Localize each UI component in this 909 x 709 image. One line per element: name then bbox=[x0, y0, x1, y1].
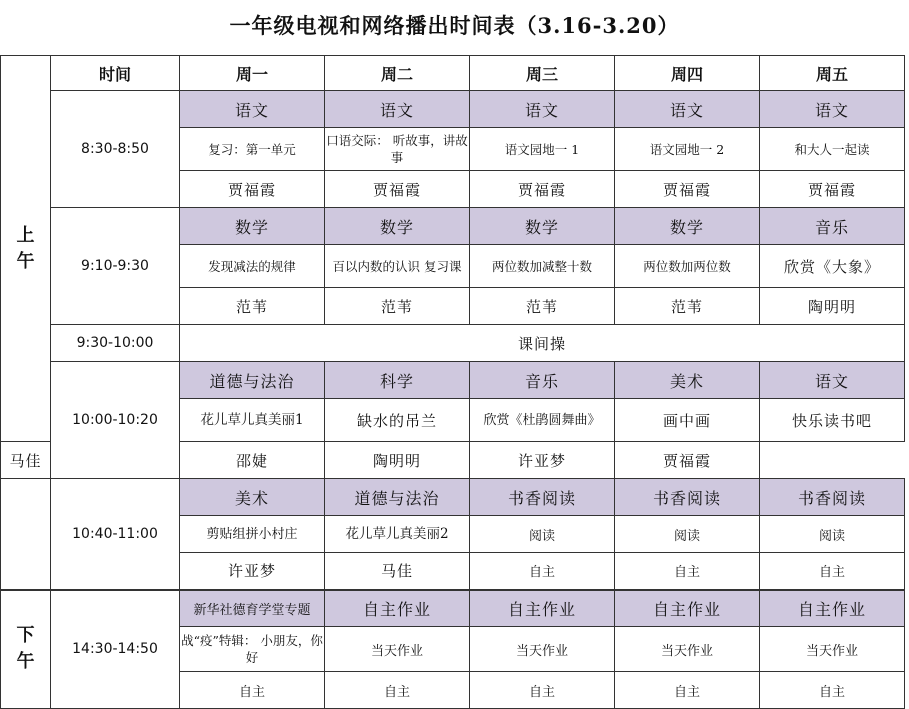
time-slot: 8:30-8:50 bbox=[51, 91, 180, 208]
subject-cell: 音乐 bbox=[760, 208, 905, 245]
topic-cell: 战“疫”特辑： 小朋友，你好 bbox=[180, 627, 325, 672]
header-time: 时间 bbox=[51, 56, 180, 91]
topic-cell: 当天作业 bbox=[470, 627, 615, 672]
subject-cell: 数学 bbox=[615, 208, 760, 245]
teacher-cell: 贾福霞 bbox=[325, 171, 470, 208]
subject-row bbox=[1, 479, 905, 516]
subject-cell: 书香阅读 bbox=[615, 479, 760, 516]
subject-cell: 美术 bbox=[180, 479, 325, 516]
topic-cell: 花儿草儿真美丽1 bbox=[180, 399, 325, 442]
teacher-cell: 许亚梦 bbox=[180, 553, 325, 590]
page-title: 一年级电视和网络播出时间表（3.16-3.20） bbox=[229, 13, 680, 38]
topic-cell: 语文园地一 1 bbox=[470, 128, 615, 171]
subject-cell: 语文 bbox=[760, 91, 905, 128]
header-day-thu: 周四 bbox=[615, 56, 760, 91]
subject-cell: 语文 bbox=[615, 91, 760, 128]
topic-cell: 当天作业 bbox=[760, 627, 905, 672]
topic-cell: 口语交际： 听故事，讲故事 bbox=[325, 128, 470, 171]
subject-row bbox=[1, 208, 905, 245]
time-slot: 14:30-14:50 bbox=[51, 590, 180, 709]
topic-cell: 阅读 bbox=[615, 516, 760, 553]
subject-cell: 书香阅读 bbox=[760, 479, 905, 516]
teacher-cell: 马佳 bbox=[325, 553, 470, 590]
period-morning-label: 上 午 bbox=[16, 224, 35, 272]
teacher-cell: 马佳 bbox=[1, 442, 51, 479]
header-day-fri: 周五 bbox=[760, 56, 905, 91]
teacher-cell: 范苇 bbox=[615, 288, 760, 325]
subject-row bbox=[1, 91, 905, 128]
topic-cell: 当天作业 bbox=[325, 627, 470, 672]
topic-cell: 画中画 bbox=[615, 399, 760, 442]
topic-cell: 发现减法的规律 bbox=[180, 245, 325, 288]
header-day-mon: 周一 bbox=[180, 56, 325, 91]
break-time: 9:30-10:00 bbox=[51, 325, 180, 362]
teacher-cell: 自主 bbox=[470, 672, 615, 709]
teacher-cell: 自主 bbox=[615, 672, 760, 709]
subject-cell: 自主作业 bbox=[760, 590, 905, 627]
time-slot: 10:00-10:20 bbox=[51, 362, 180, 479]
break-row bbox=[1, 325, 905, 362]
teacher-cell: 邵婕 bbox=[180, 442, 325, 479]
topic-cell: 快乐读书吧 bbox=[760, 399, 905, 442]
subject-cell: 语文 bbox=[180, 91, 325, 128]
teacher-cell: 自主 bbox=[325, 672, 470, 709]
topic-cell: 复习：第一单元 bbox=[180, 128, 325, 171]
teacher-cell: 自主 bbox=[760, 672, 905, 709]
subject-cell: 自主作业 bbox=[470, 590, 615, 627]
subject-cell: 语文 bbox=[760, 362, 905, 399]
topic-cell: 阅读 bbox=[760, 516, 905, 553]
topic-cell: 和大人一起读 bbox=[760, 128, 905, 171]
header-day-tue: 周二 bbox=[325, 56, 470, 91]
topic-cell: 两位数加两位数 bbox=[615, 245, 760, 288]
subject-cell: 数学 bbox=[180, 208, 325, 245]
header-day-wed: 周三 bbox=[470, 56, 615, 91]
teacher-cell: 陶明明 bbox=[760, 288, 905, 325]
subject-cell: 自主作业 bbox=[615, 590, 760, 627]
subject-cell: 语文 bbox=[470, 91, 615, 128]
subject-row bbox=[1, 590, 905, 627]
subject-cell: 数学 bbox=[325, 208, 470, 245]
teacher-cell: 自主 bbox=[760, 553, 905, 590]
teacher-cell: 自主 bbox=[615, 553, 760, 590]
teacher-cell: 贾福霞 bbox=[615, 442, 760, 479]
subject-cell: 数学 bbox=[470, 208, 615, 245]
subject-cell: 道德与法治 bbox=[325, 479, 470, 516]
subject-cell: 自主作业 bbox=[325, 590, 470, 627]
topic-cell: 语文园地一 2 bbox=[615, 128, 760, 171]
topic-cell: 百以内数的认识 复习课 bbox=[325, 245, 470, 288]
teacher-cell: 贾福霞 bbox=[180, 171, 325, 208]
topic-cell: 两位数加减整十数 bbox=[470, 245, 615, 288]
teacher-cell: 贾福霞 bbox=[470, 171, 615, 208]
header-row bbox=[1, 56, 905, 91]
teacher-cell: 范苇 bbox=[180, 288, 325, 325]
subject-cell: 道德与法治 bbox=[180, 362, 325, 399]
teacher-cell: 许亚梦 bbox=[470, 442, 615, 479]
time-slot: 10:40-11:00 bbox=[51, 479, 180, 590]
subject-cell: 美术 bbox=[615, 362, 760, 399]
subject-cell: 科学 bbox=[325, 362, 470, 399]
teacher-cell: 范苇 bbox=[325, 288, 470, 325]
period-afternoon bbox=[1, 590, 51, 709]
teacher-cell: 自主 bbox=[470, 553, 615, 590]
period-morning-continued bbox=[1, 479, 51, 590]
topic-cell: 缺水的吊兰 bbox=[325, 399, 470, 442]
subject-cell: 语文 bbox=[325, 91, 470, 128]
teacher-cell: 贾福霞 bbox=[615, 171, 760, 208]
teacher-cell: 贾福霞 bbox=[760, 171, 905, 208]
time-slot: 9:10-9:30 bbox=[51, 208, 180, 325]
subject-row bbox=[1, 362, 905, 399]
subject-cell: 音乐 bbox=[470, 362, 615, 399]
teacher-cell: 自主 bbox=[180, 672, 325, 709]
topic-cell: 欣赏《杜鹃圆舞曲》 bbox=[470, 399, 615, 442]
teacher-cell: 范苇 bbox=[470, 288, 615, 325]
teacher-cell: 陶明明 bbox=[325, 442, 470, 479]
period-morning bbox=[1, 56, 51, 442]
period-afternoon-label: 下 午 bbox=[16, 625, 35, 673]
topic-cell: 当天作业 bbox=[615, 627, 760, 672]
topic-cell: 阅读 bbox=[470, 516, 615, 553]
subject-cell: 书香阅读 bbox=[470, 479, 615, 516]
break-label: 课间操 bbox=[180, 325, 905, 362]
schedule-table bbox=[0, 55, 905, 709]
topic-cell: 欣赏《大象》 bbox=[760, 245, 905, 288]
subject-cell: 新华社德育学堂专题 bbox=[180, 590, 325, 627]
topic-cell: 花儿草儿真美丽2 bbox=[325, 516, 470, 553]
topic-cell: 剪贴组拼小村庄 bbox=[180, 516, 325, 553]
